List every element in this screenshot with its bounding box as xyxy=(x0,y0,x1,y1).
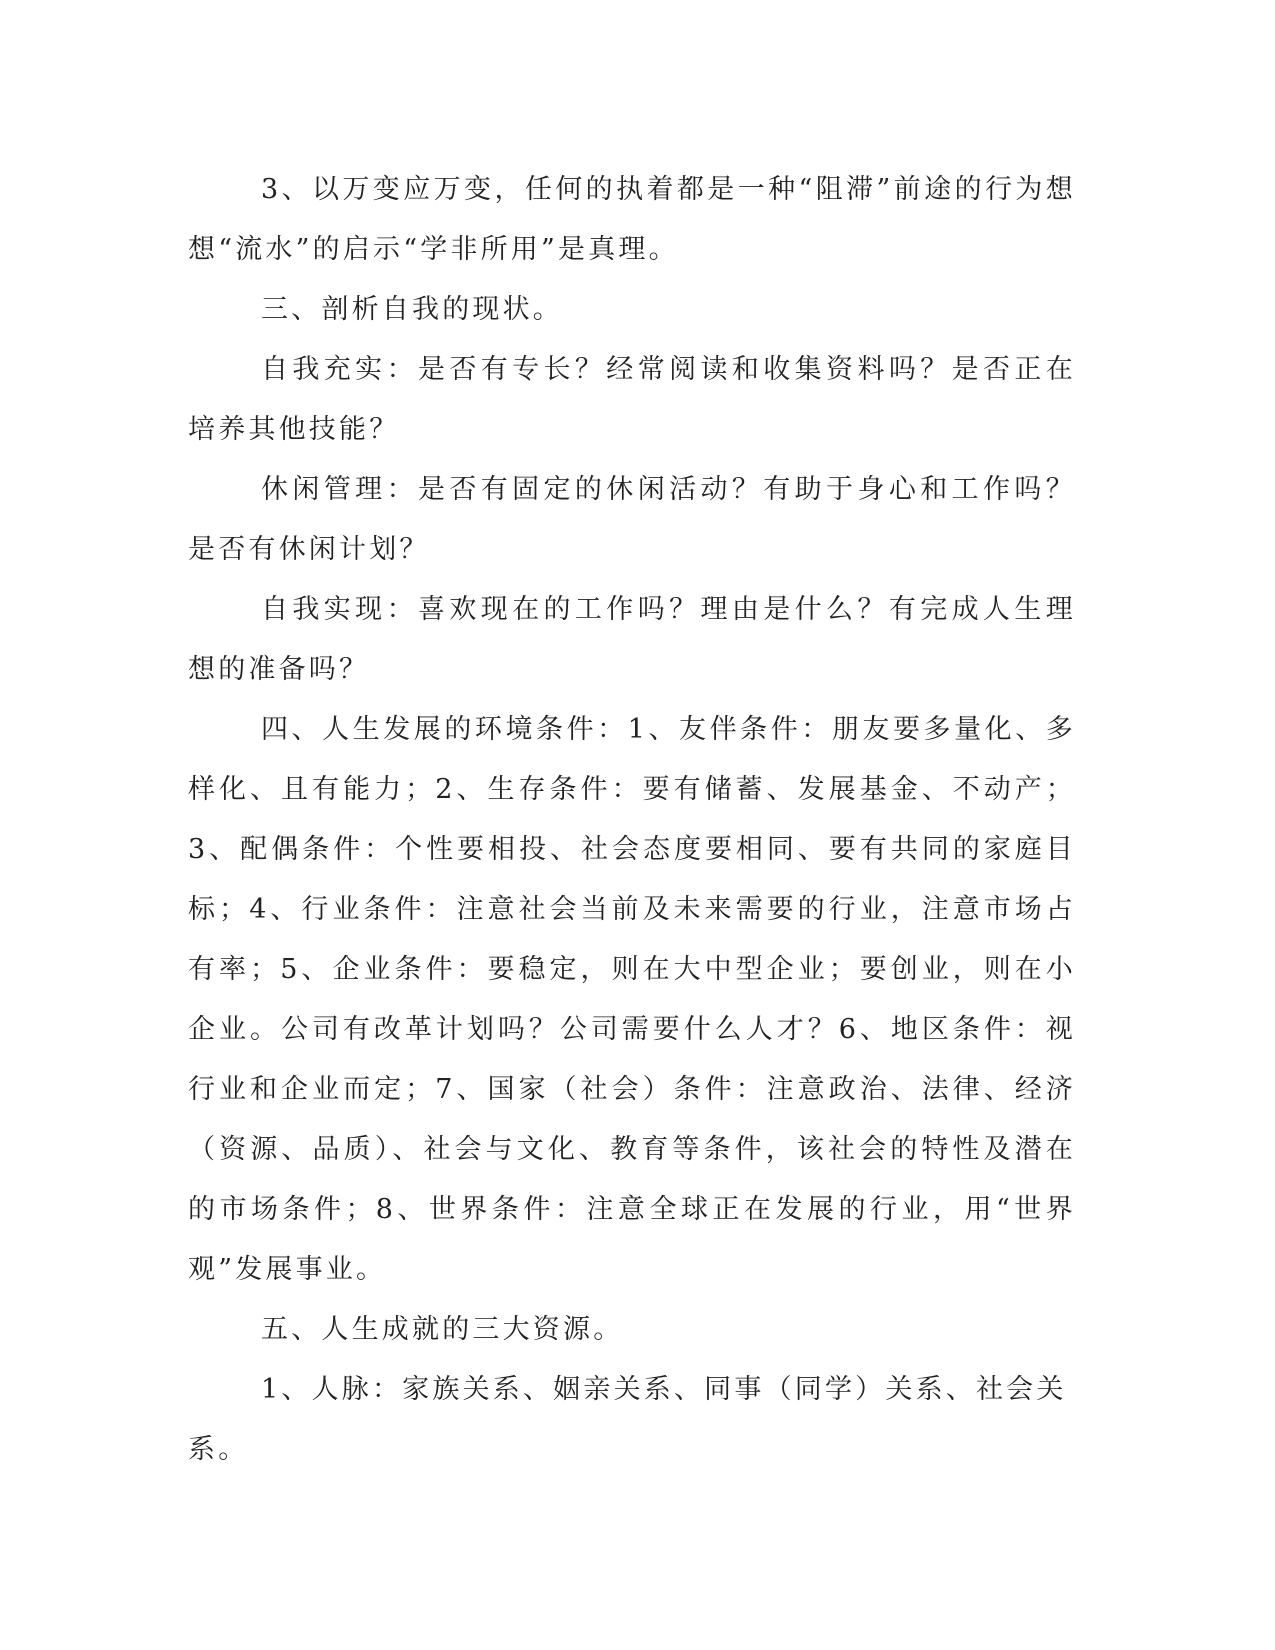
paragraph-flexibility: 3、以万变应万变，任何的执着都是一种“阻滞”前途的行为想想“流水”的启示“学非所用”是真理。 xyxy=(188,174,1076,265)
paragraph-connections: 1、人脉：家族关系、姻亲关系、同事（同学）关系、社会关系。 xyxy=(188,1374,1067,1465)
paragraph-environment-conditions: 四、人生发展的环境条件：1、友伴条件：朋友要多量化、多样化、且有能力；2、生存条件：要有储蓄、发展基金、不动产；3、配偶条件：个性要相投、社会态度要相同、要有共同的家庭目标；4、行业条件：注意社会当前及未来需要的行业，注意市场占有率；5、企业条件：要稳定，则在大中型企业；要创业，则在小企业。公司有改革计划吗？公司需要什么人才？6、地区条件：视行业和企业而定；7、国家（社会）条件：注意政治、法律、经济（资源、品质）、社会与文化、教育等条件，该社会的特性及潜在的市场条件；8、世界条件：注意全球正在发展的行业，用“世界观”发展事业。 xyxy=(188,714,1076,1285)
paragraph-self-enrichment: 自我充实：是否有专长？经常阅读和收集资料吗？是否正在培养其他技能？ xyxy=(188,354,1076,445)
document-body xyxy=(188,160,1076,1480)
paragraph-self-realization: 自我实现：喜欢现在的工作吗？理由是什么？有完成人生理想的准备吗？ xyxy=(188,594,1076,685)
heading-three-resources: 五、人生成就的三大资源。 xyxy=(261,1314,624,1345)
heading-self-analysis: 三、剖析自我的现状。 xyxy=(261,294,563,325)
paragraph-leisure-management: 休闲管理：是否有固定的休闲活动？有助于身心和工作吗？是否有休闲计划？ xyxy=(188,474,1076,565)
